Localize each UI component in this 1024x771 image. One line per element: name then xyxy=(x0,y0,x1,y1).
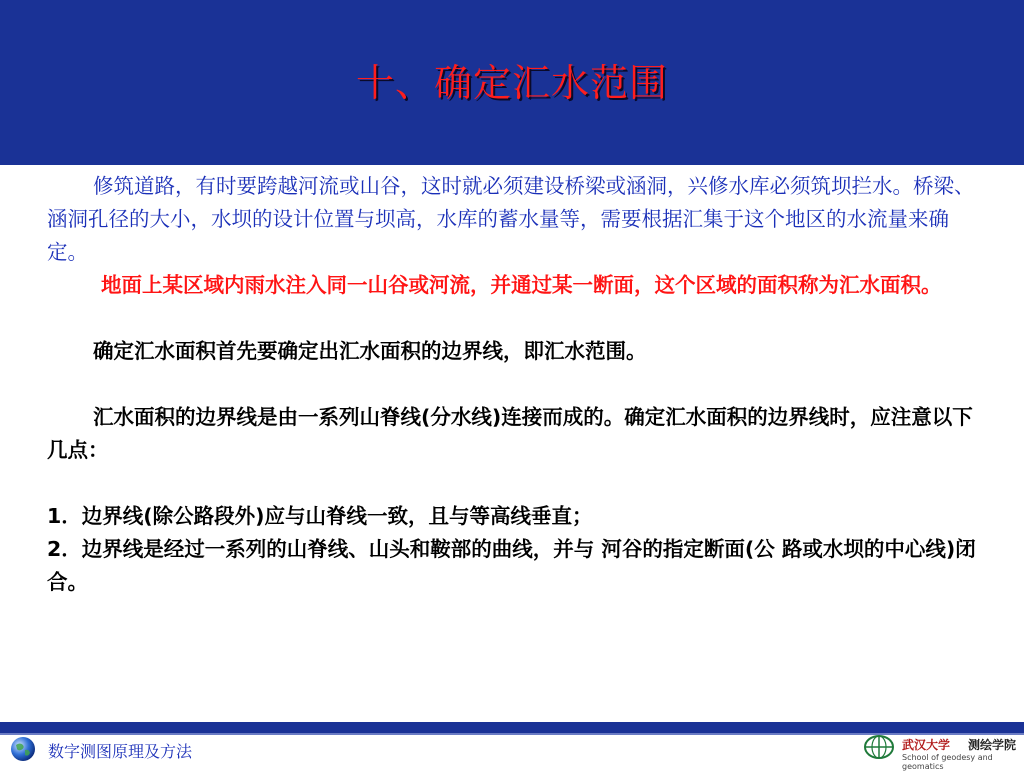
slide-content xyxy=(47,170,977,599)
footer-bar xyxy=(0,722,1024,733)
globe-icon xyxy=(10,736,36,762)
school-name: 测绘学院 xyxy=(968,738,1017,752)
university-logo-icon xyxy=(864,735,894,759)
course-title: 数字测图原理及方法 xyxy=(48,742,193,761)
paragraph-intro: 修筑道路，有时要跨越河流或山谷，这时就必须建设桥梁或涵洞，兴修水库必须筑坝拦水。桥梁、涵洞孔径的大小，水坝的设计位置与坝高，水库的蓄水量等，需要根据汇集于这个地区的水流量来确定。 xyxy=(47,174,975,264)
paragraph-definition: 地面上某区域内雨水注入同一山谷或河流，并通过某一断面，这个区域的面积称为汇水面积。 xyxy=(101,273,942,297)
university-name: 武汉大学 xyxy=(902,738,951,752)
paragraph-boundary-ridge: 汇水面积的边界线是由一系列山脊线(分水线)连接而成的。确定汇水面积的边界线时，应注意以下几点： xyxy=(47,405,973,462)
list-item-2: 2．边界线是经过一系列的山脊线、山头和鞍部的曲线，并与 河谷的指定断面(公 路或水坝的中心线)闭合。 xyxy=(47,537,976,594)
paragraph-catchment-boundary: 确定汇水面积首先要确定出汇水面积的边界线，即汇水范围。 xyxy=(93,339,647,363)
school-name-english: School of geodesy and geomatics xyxy=(902,753,993,771)
header-banner xyxy=(0,0,1024,165)
list-item-1: 1．边界线(除公路段外)应与山脊线一致，且与等高线垂直； xyxy=(47,504,593,528)
slide-title: 十、确定汇水范围 xyxy=(355,61,668,105)
